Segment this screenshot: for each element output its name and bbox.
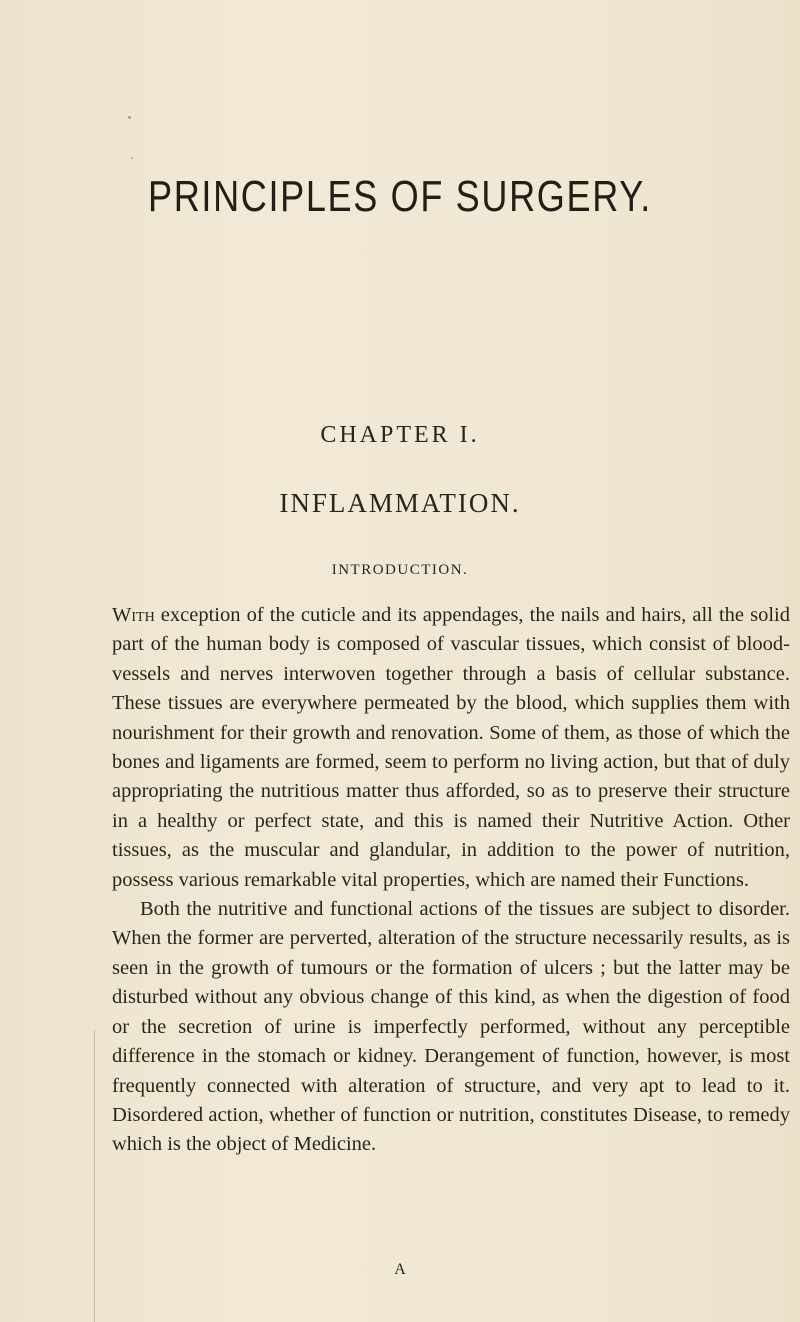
page-edge-line bbox=[94, 1030, 95, 1322]
paragraph-1 bbox=[112, 601, 790, 895]
paper-speck bbox=[128, 116, 131, 119]
chapter-title: INFLAMMATION. bbox=[279, 488, 521, 518]
paragraph-1-lead-word: With bbox=[112, 604, 155, 626]
signature-mark: A bbox=[394, 1261, 406, 1278]
book-title: PRINCIPLES OF SURGERY. bbox=[148, 172, 652, 221]
paper-speck bbox=[131, 157, 133, 159]
section-heading: INTRODUCTION. bbox=[331, 562, 469, 578]
chapter-number: CHAPTER I. bbox=[320, 422, 480, 448]
paragraph-1-text: exception of the cuticle and its appendages, the nails and hairs, all the solid part of the human body is composed of vascular tissues, which consist of blood-vessels and nerves interwoven together through a basis of cellular substance. These tissues are everywhere permeated by the blood, which supplies them with nourishment for their growth and renovation. Some of them, as those of which the bones and ligaments are formed, seem to perform no living action, but that of duly appropriating the nutritious matter thus afforded, so as to preserve their structure in a healthy or perfect state, and this is named their Nutritive Action. Other tissues, as the muscular and glandular, in addition to the power of nutrition, possess various remarkable vital properties, which are named their Functions. bbox=[112, 604, 790, 891]
paragraph-2: Both the nutritive and functional actions of the tissues are subject to disorder. When the former are perverted, alteration of the structure necessarily results, as is seen in the growth of tumours or the formation of ulcers ; but the latter may be disturbed without any obvious change of this kind, as when the digestion of food or the secretion of urine is imperfectly performed, without any perceptible difference in the stomach or kidney. Derangement of function, however, is most frequently connected with alteration of structure, and very apt to lead to it. Disordered action, whether of function or nutrition, constitutes Disease, to remedy which is the object of Medicine. bbox=[112, 898, 790, 1156]
body-text bbox=[112, 601, 790, 1160]
